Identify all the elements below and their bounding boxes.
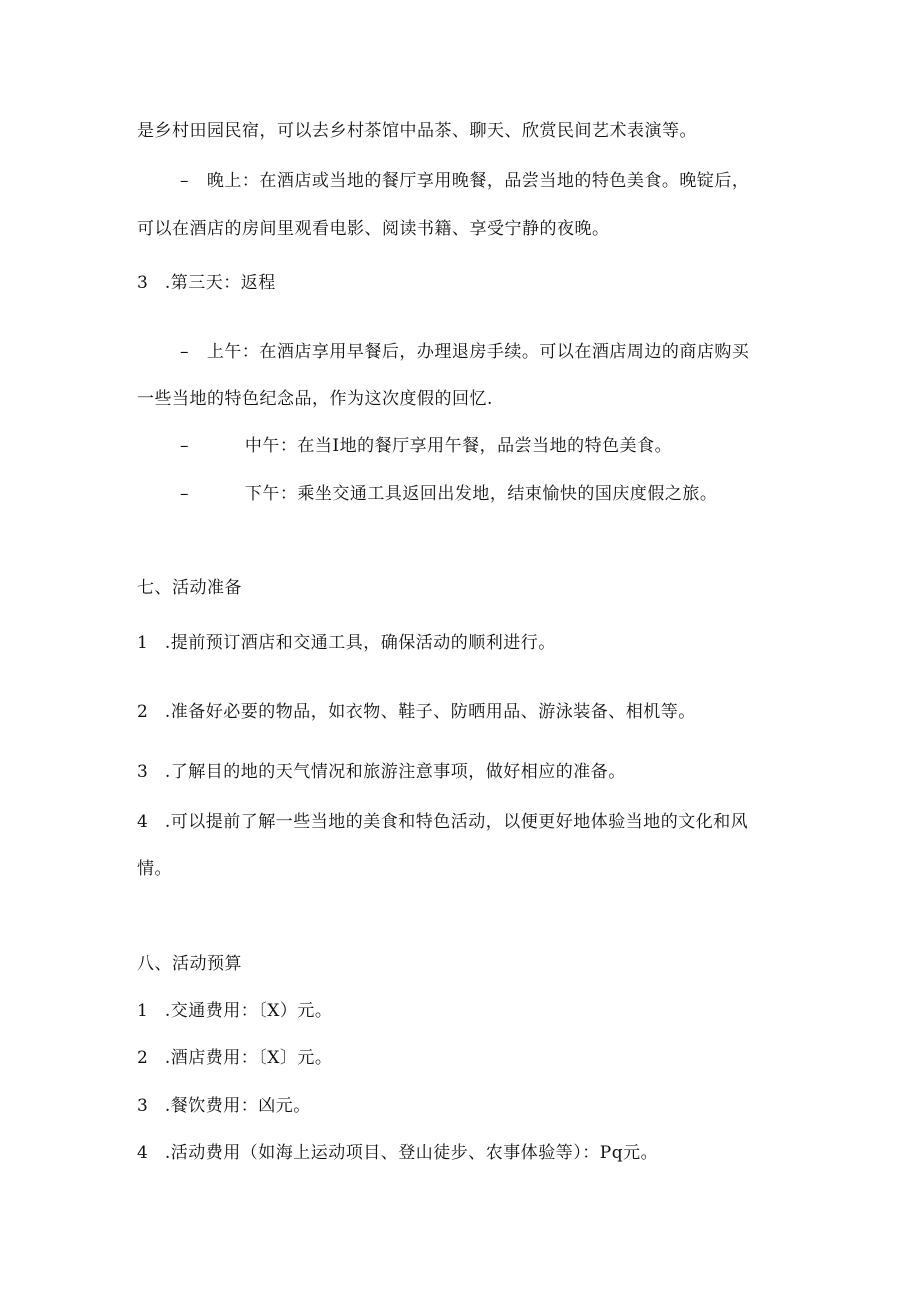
bullet-dash: – (180, 342, 189, 362)
item-number: 4 (137, 812, 149, 832)
item-text: .酒店费用：〔X〕元。 (164, 1048, 333, 1068)
item-text: .活动费用（如海上运动项目、登山徒步、农事体验等）：Pq元。 (164, 1143, 659, 1163)
section7-item-continuation: 情。 (137, 859, 172, 879)
item-text: .可以提前了解一些当地的美食和特色活动，以便更好地体验当地的文化和风 (164, 812, 749, 832)
item-number: 3 (137, 1096, 149, 1116)
day3-heading-text: .第三天：返程 (164, 273, 276, 293)
item-text: .了解目的地的天气情况和旅游注意事项，做好相应的准备。 (164, 762, 626, 782)
day3-heading (137, 271, 276, 295)
item-number: 4 (137, 1143, 149, 1163)
section7-item (137, 760, 626, 784)
bullet-dash: – (180, 484, 189, 504)
item-text: .交通费用：〔X）元。 (164, 1001, 333, 1021)
bullet-dash: – (180, 171, 189, 191)
section7-title: 七、活动准备 (137, 578, 242, 598)
section8-item (137, 1094, 311, 1118)
day2-afternoon-continuation: 是乡村田园民宿，可以去乡村茶馆中品茶、聊天、欣赏民间艺术表演等。 (137, 121, 697, 141)
section8-item (137, 1046, 332, 1070)
day2-evening-line2: 可以在酒店的房间里观看电影、阅读书籍、享受宁静的夜晚。 (137, 219, 610, 239)
day3-afternoon (180, 482, 717, 506)
item-number: 1 (137, 633, 149, 653)
item-number: 2 (137, 702, 149, 722)
section8-item (137, 1141, 658, 1165)
item-text: .餐饮费用：凶元。 (164, 1096, 311, 1116)
day3-noon-text: 中午：在当I地的餐厅享用午餐，品尝当地的特色美食。 (244, 436, 673, 456)
day3-noon (180, 434, 672, 458)
day3-afternoon-text: 下午：乘坐交通工具返回出发地，结束愉快的国庆度假之旅。 (244, 484, 718, 504)
day3-morning-line1 (180, 340, 749, 364)
section8-title: 八、活动预算 (137, 954, 242, 974)
day3-morning-line2: 一些当地的特色纪念品，作为这次度假的回忆. (137, 389, 493, 409)
day2-evening-text: 晚上：在酒店或当地的餐厅享用晚餐，品尝当地的特色美食。晚锭后， (206, 171, 750, 191)
item-text: .准备好必要的物品，如衣物、鞋子、防晒用品、游泳装备、相机等。 (164, 702, 696, 722)
section7-item (137, 810, 748, 834)
day3-morning-text: 上午：在酒店享用早餐后，办理退房手续。可以在酒店周边的商店购买 (206, 342, 750, 362)
item-number: 3 (137, 762, 149, 782)
item-number: 1 (137, 1001, 149, 1021)
item-number: 2 (137, 1048, 149, 1068)
day2-evening-line1 (180, 169, 749, 193)
section7-item (137, 700, 696, 724)
section7-item (137, 631, 556, 655)
section8-item (137, 999, 332, 1023)
item-text: .提前预订酒店和交通工具，确保活动的顺利进行。 (164, 633, 556, 653)
day3-number: 3 (137, 273, 149, 293)
bullet-dash: – (180, 436, 189, 456)
